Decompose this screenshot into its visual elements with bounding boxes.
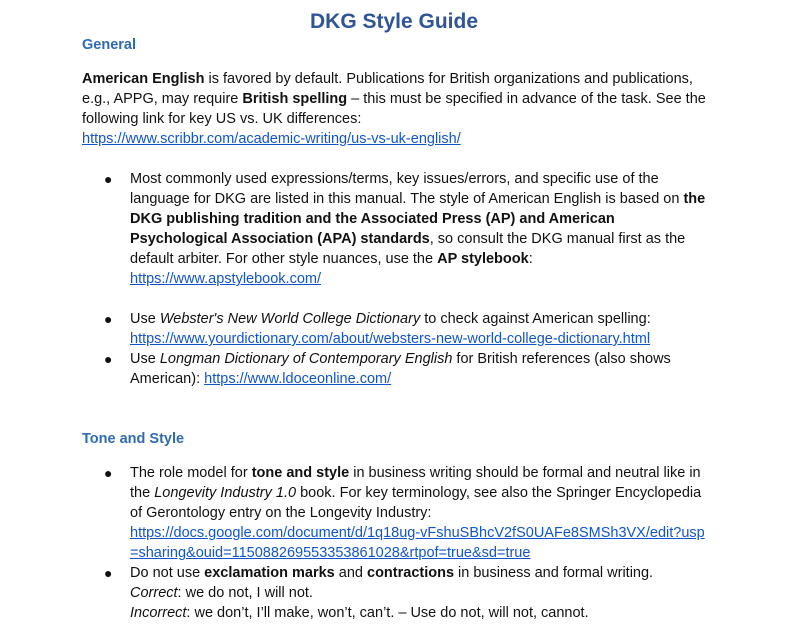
google-docs-link[interactable]: https://docs.google.com/document/d/1q18ug-vFshuSBhcV2fS0UAFe8SMSh3VX/edit?usp=sharing&ouid=115088269553353861028&rtpof=true&sd=true [130,525,705,561]
bullet-emphasis: contractions [367,565,455,581]
list-item-text [130,309,708,349]
bullet-text: in business writing should be formal and neutral like in the [130,465,701,501]
bullet-text: for British references (also shows American): [130,351,671,387]
bullet-text: in business and formal writing. [454,565,654,581]
yourdictionary-link[interactable]: https://www.yourdictionary.com/about/websters-new-world-college-dictionary.html [130,331,651,347]
document-title: DKG Style Guide [309,10,479,33]
bullet-text: Use [130,351,160,367]
incorrect-example: : we don’t, I’ll make, won’t, can’t. – Use do not, will not, cannot. [186,605,589,621]
list-item-text [130,463,708,563]
british-spelling-emphasis: British spelling [242,91,348,107]
bullet-dot-icon: ● [104,311,113,327]
bullet-text: and [334,565,367,581]
section-heading-general: General [82,37,136,53]
bullet-emphasis: exclamation marks [204,565,335,581]
general-intro-paragraph [82,69,712,149]
section-heading-tone-and-style: Tone and Style [82,431,185,447]
list-item-text [130,563,708,623]
intro-text: is favored by default. Publications for British organizations and publications, e.g., APPG, may require [82,71,693,107]
bullet-text: The role model for [130,465,252,481]
book-title: Longevity Industry 1.0 [154,485,297,501]
bullet-dot-icon: ● [104,171,113,187]
list-item-text [130,349,708,389]
list-item-text [130,169,708,289]
dictionary-title: Webster's New World College Dictionary [159,311,421,327]
ldoceonline-link[interactable]: https://www.ldoceonline.com/ [204,371,392,387]
bullet-text: to check against American spelling: [420,311,651,327]
intro-text-continued: – this must be specified in advance of the task. See the following link for key US vs. UK differences: [82,91,706,127]
correct-example: : we do not, I will not. [177,585,313,601]
bullet-text: , so consult the DKG manual first as the default arbiter. For other style nuances, use the [130,231,686,267]
bullet-text: Most commonly used expressions/terms, key issues/errors, and specific use of the language for DKG are listed in this manual. The style of American English is based on [130,171,684,207]
bullet-text: Do not use [130,565,205,581]
dictionary-title: Longman Dictionary of Contemporary English [159,351,453,367]
bullet-emphasis: AP stylebook [437,251,529,267]
bullet-text: : [528,251,533,267]
american-english-emphasis: American English [82,71,205,87]
bullet-text: book. For key terminology, see also the Springer Encyclopedia of Gerontology entry on the Longevity Industry: [130,485,702,521]
bullet-emphasis: tone and style [251,465,350,481]
scribbr-link[interactable]: https://www.scribbr.com/academic-writing/us-vs-uk-english/ [82,131,461,147]
apstylebook-link[interactable]: https://www.apstylebook.com/ [130,271,321,287]
correct-label: Correct [130,585,178,601]
bullet-text: Use [130,311,160,327]
bullet-emphasis: the DKG publishing tradition and the Associated Press (AP) and American Psychological Association (APA) standards [130,191,706,247]
bullet-dot-icon: ● [104,351,113,367]
incorrect-label: Incorrect [130,605,187,621]
bullet-dot-icon: ● [104,465,113,481]
bullet-dot-icon: ● [104,565,113,581]
